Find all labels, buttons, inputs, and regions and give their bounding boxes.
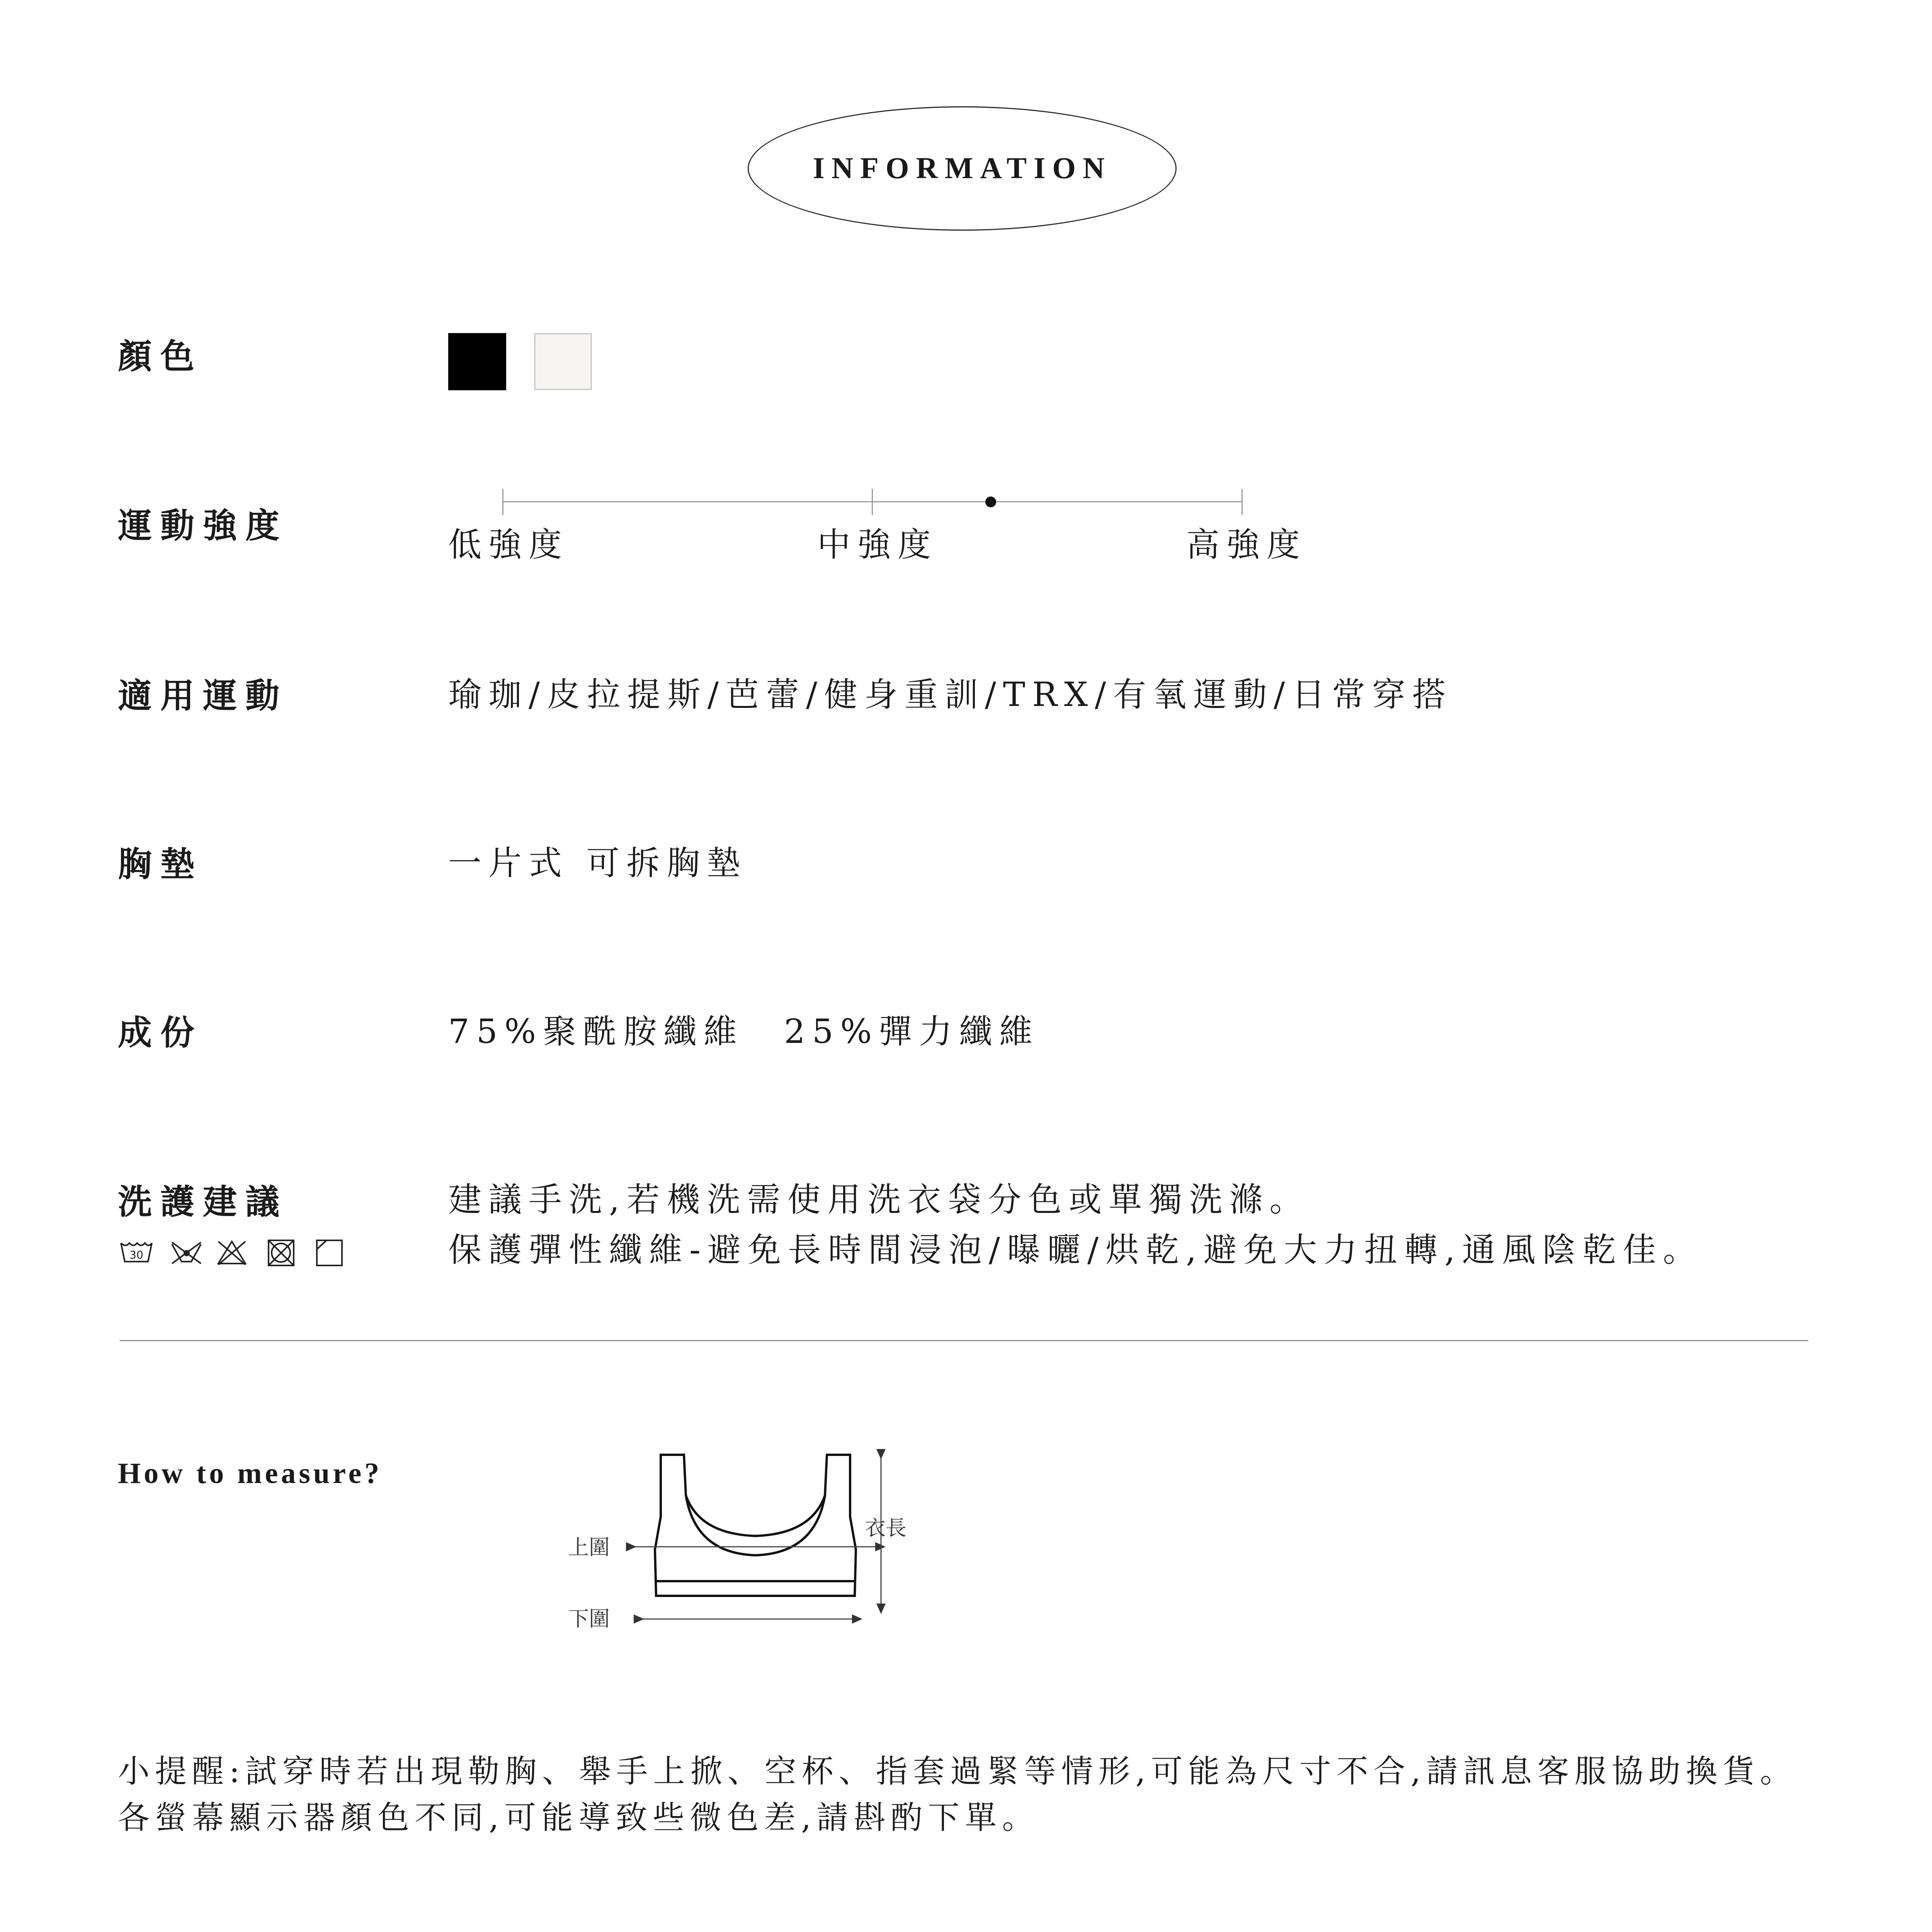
reminder-line-1: 小提醒:試穿時若出現勒胸、舉手上掀、空杯、指套過緊等情形,可能為尺寸不合,請訊息客服協助換貨。 — [118, 1753, 1797, 1790]
color-swatch-black[interactable] — [448, 333, 506, 390]
intensity-tick-mid — [872, 489, 873, 515]
lower-bust-label: 下圍 — [568, 1607, 610, 1631]
care-label: 洗護建議 — [118, 1182, 288, 1222]
sports-label: 適用運動 — [118, 675, 288, 716]
intensity-level-mid: 中強度 — [817, 526, 938, 564]
color-swatch-white[interactable] — [534, 333, 592, 390]
section-divider — [120, 1340, 1808, 1341]
measure-title: How to measure? — [118, 1457, 383, 1490]
reminder-line-2: 各螢幕顯示器顏色不同,可能導致些微色差,請斟酌下單。 — [118, 1799, 1039, 1836]
padding-label: 胸墊 — [118, 844, 203, 884]
composition-label: 成份 — [118, 1012, 203, 1053]
no-iron-icon — [218, 1242, 245, 1265]
dry-flat-shade-icon — [317, 1240, 342, 1265]
intensity-tick-low — [502, 489, 503, 515]
no-bleach-icon — [172, 1242, 201, 1264]
wash-temp-text: 30 — [129, 1248, 143, 1261]
hand-wash-30-icon — [121, 1243, 152, 1262]
intensity-marker — [985, 497, 996, 507]
sports-value: 瑜珈/皮拉提斯/芭蕾/健身重訓/TRX/有氧運動/日常穿搭 — [448, 675, 1453, 714]
intensity-level-low: 低強度 — [448, 526, 569, 564]
care-icons — [118, 1235, 350, 1269]
care-line-2: 保護彈性纖維-避免長時間浸泡/曝曬/烘乾,避免大力扭轉,通風陰乾佳。 — [448, 1231, 1703, 1269]
padding-value: 一片式 可拆胸墊 — [448, 844, 747, 883]
care-line-1: 建議手洗,若機洗需使用洗衣袋分色或單獨洗滌。 — [448, 1180, 1310, 1219]
intensity-label: 運動強度 — [118, 505, 288, 546]
upper-bust-label: 上圍 — [568, 1535, 610, 1560]
no-tumble-dry-icon — [269, 1240, 294, 1265]
sports-bra-outline-icon — [655, 1455, 856, 1596]
page-title: INFORMATION — [813, 151, 1112, 185]
intensity-level-high: 高強度 — [1186, 526, 1307, 564]
intensity-tick-high — [1242, 489, 1243, 515]
length-label: 衣長 — [865, 1516, 906, 1540]
composition-value: 75%聚酰胺纖維 25%彈力纖維 — [448, 1012, 1040, 1051]
color-label: 顏色 — [118, 336, 203, 376]
